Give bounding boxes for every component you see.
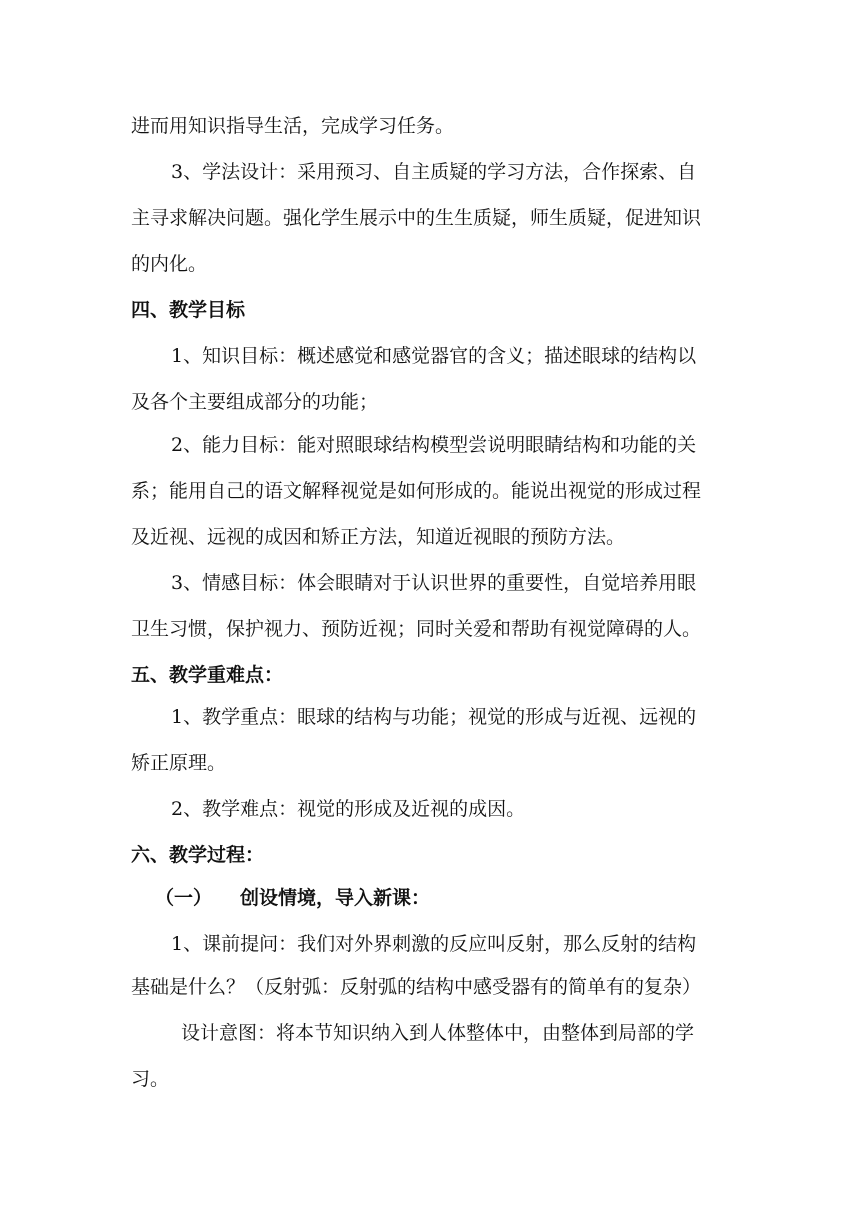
paragraph-line: 1、教学重点：眼球的结构与功能；视觉的形成与近视、远视的 — [171, 706, 697, 728]
subsection-number: （一） — [155, 887, 213, 909]
section-heading: 五、教学重难点： — [131, 664, 284, 686]
paragraph-line: 的内化。 — [131, 253, 208, 275]
paragraph-line: 设计意图：将本节知识纳入到人体整体中，由整体到局部的学 — [181, 1022, 695, 1044]
subsection-title: 创设情境，导入新课： — [240, 887, 431, 909]
subsection-heading — [155, 886, 731, 910]
section-heading: 四、教学目标 — [131, 299, 246, 321]
paragraph-line: 主寻求解决问题。强化学生展示中的生生质疑，师生质疑，促进知识 — [131, 207, 702, 229]
paragraph-line: 1、知识目标：概述感觉和感觉器官的含义；描述眼球的结构以 — [171, 345, 697, 367]
paragraph-line: 基础是什么？（反射弧：反射弧的结构中感受器有的简单有的复杂） — [131, 976, 702, 998]
paragraph-line: 2、能力目标：能对照眼球结构模型尝说明眼睛结构和功能的关 — [171, 434, 697, 456]
paragraph-line: 矫正原理。 — [131, 752, 227, 774]
paragraph-line: 2、教学难点：视觉的形成及近视的成因。 — [171, 798, 526, 820]
paragraph-line: 3、学法设计：采用预习、自主质疑的学习方法，合作探索、自 — [171, 161, 697, 183]
paragraph-line: 系；能用自己的语文解释视觉是如何形成的。能说出视觉的形成过程 — [131, 480, 702, 502]
paragraph-line: 及近视、远视的成因和矫正方法，知道近视眼的预防方法。 — [131, 526, 626, 548]
paragraph-line: 习。 — [131, 1068, 170, 1090]
section-heading: 六、教学过程： — [131, 844, 265, 866]
paragraph-line: 卫生习惯，保护视力、预防近视；同时关爱和帮助有视觉障碍的人。 — [131, 618, 702, 640]
paragraph-line: 3、情感目标：体会眼睛对于认识世界的重要性，自觉培养用眼 — [171, 572, 697, 594]
paragraph-line: 进而用知识指导生活，完成学习任务。 — [131, 115, 455, 137]
paragraph-line: 及各个主要组成部分的功能； — [131, 391, 379, 413]
paragraph-line: 1、课前提问：我们对外界刺激的反应叫反射，那么反射的结构 — [171, 933, 697, 955]
